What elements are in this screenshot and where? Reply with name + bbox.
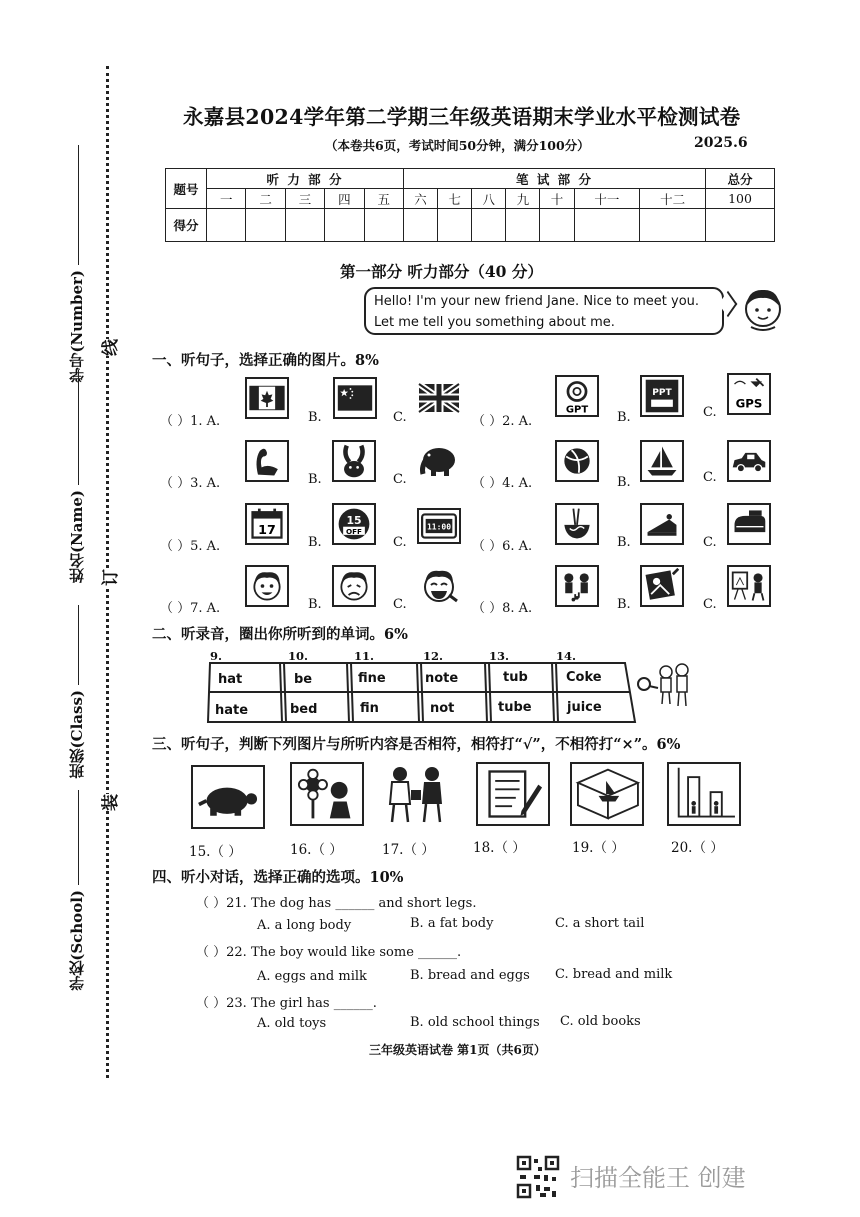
total-header: 总分 — [706, 169, 775, 189]
writing-header: 笔 试 部 分 — [404, 169, 706, 189]
q8-c-label: C. — [703, 597, 717, 612]
col-2: 二 — [246, 189, 285, 209]
q4-label: （ ）4. A. — [472, 476, 533, 491]
q7-c-label: C. — [393, 597, 407, 612]
q5-label: （ ）5. A. — [160, 539, 221, 554]
word-num-14: 14. — [556, 649, 577, 663]
name-field-line[interactable] — [78, 370, 79, 485]
score-cell[interactable] — [640, 209, 706, 242]
calendar-icon[interactable] — [245, 503, 289, 545]
school-label: 学校(School) — [68, 890, 86, 991]
section1-title: 一、听句子，选择正确的图片。8% — [152, 352, 379, 369]
score-cell[interactable] — [207, 209, 246, 242]
q4-c-label: C. — [703, 470, 717, 485]
word-be[interactable]: be — [294, 672, 313, 687]
word-num-9: 9. — [210, 649, 223, 663]
discount-off: OFF — [346, 526, 362, 536]
noodles-icon[interactable] — [555, 503, 599, 545]
canada-flag-icon[interactable] — [245, 377, 289, 419]
q22-option-c[interactable]: C. bread and milk — [555, 967, 673, 982]
ppt-file-icon[interactable] — [640, 375, 684, 417]
exam-subtitle: （本卷共6页，考试时间50分钟，满分100分） — [325, 138, 590, 153]
q5-c-label: C. — [393, 535, 407, 550]
q18-label: 18.（ ） — [473, 840, 526, 856]
score-cell[interactable] — [364, 209, 403, 242]
bubble-line-1: Hello! I'm your new friend Jane. Nice to meet you. — [374, 294, 700, 309]
car-icon[interactable] — [727, 440, 771, 482]
row-label-question: 题号 — [166, 169, 207, 209]
q22-stem: （ ）22. The boy would like some ______. — [196, 945, 462, 960]
col-5: 五 — [364, 189, 403, 209]
q2-b-label: B. — [617, 410, 631, 425]
score-cell[interactable] — [325, 209, 364, 242]
q21-stem: （ ）21. The dog has ______ and short legs. — [196, 896, 477, 911]
ppt-text: PPT — [652, 388, 672, 399]
q8-b-label: B. — [617, 597, 631, 612]
page-footer: 三年级英语试卷 第1页（共6页） — [369, 1043, 546, 1057]
q8-label: （ ）8. A. — [472, 601, 533, 616]
word-hate[interactable]: hate — [215, 703, 249, 718]
cut-mark-line: 线 — [96, 339, 121, 356]
score-cell[interactable] — [404, 209, 438, 242]
qr-code-icon — [516, 1155, 560, 1199]
col-4: 四 — [325, 189, 364, 209]
score-cell[interactable] — [472, 209, 506, 242]
kids-music-icon[interactable] — [555, 565, 599, 607]
col-7: 七 — [438, 189, 472, 209]
kids-gift-icon[interactable] — [380, 762, 454, 826]
number-field-line[interactable] — [78, 145, 79, 265]
name-label: 姓名(Name) — [68, 490, 86, 584]
word-not[interactable]: not — [430, 701, 455, 716]
kids-drawing-icon[interactable] — [727, 565, 771, 607]
q4-b-label: B. — [617, 475, 631, 490]
q7-b-label: B. — [308, 597, 322, 612]
cut-mark-order: 订 — [96, 569, 121, 586]
q6-c-label: C. — [703, 535, 717, 550]
digital-clock-icon[interactable] — [417, 508, 461, 544]
score-cell[interactable] — [574, 209, 640, 242]
q21-option-c[interactable]: C. a short tail — [555, 916, 645, 931]
word-num-12: 12. — [423, 649, 444, 663]
q1-label: （ ）1. A. — [160, 414, 221, 429]
word-num-10: 10. — [288, 649, 309, 663]
ball-icon[interactable] — [555, 440, 599, 482]
q1-c-label: C. — [393, 410, 407, 425]
word-fin[interactable]: fin — [360, 701, 379, 716]
word-tube[interactable]: tube — [498, 700, 532, 715]
q23-stem: （ ）23. The girl has ______. — [196, 996, 377, 1011]
q5-b-label: B. — [308, 535, 322, 550]
q6-b-label: B. — [617, 535, 631, 550]
q16-label: 16.（ ） — [290, 842, 343, 858]
col-11: 十一 — [574, 189, 640, 209]
col-8: 八 — [472, 189, 506, 209]
scanner-watermark: 扫描全能王 创建 — [570, 1164, 746, 1192]
bubble-line-2: Let me tell you something about me. — [374, 315, 615, 330]
girl-jane-icon — [738, 283, 788, 333]
q22-option-a[interactable]: A. eggs and milk — [257, 969, 367, 984]
kids-magnifier-icon — [636, 660, 698, 716]
word-fine[interactable]: fine — [358, 671, 386, 686]
score-cell[interactable] — [246, 209, 285, 242]
part1-title: 第一部分 听力部分（40 分） — [340, 262, 543, 281]
discount-badge-icon[interactable] — [332, 503, 376, 545]
q21-option-b[interactable]: B. a fat body — [410, 916, 494, 931]
laughing-boy-icon[interactable] — [417, 565, 461, 607]
q1-b-label: B. — [308, 410, 322, 425]
q22-option-b[interactable]: B. bread and eggs — [410, 968, 530, 983]
score-cell[interactable] — [438, 209, 472, 242]
word-hat[interactable]: hat — [218, 672, 243, 687]
q2-c-label: C. — [703, 405, 717, 420]
score-cell[interactable] — [285, 209, 324, 242]
total-score-cell[interactable] — [706, 209, 775, 242]
gps-satellite-icon[interactable] — [727, 373, 771, 415]
boat-in-box-icon[interactable] — [570, 762, 644, 826]
cake-slice-icon[interactable] — [640, 503, 684, 545]
clock-text: 11:00 — [426, 522, 452, 532]
gpt-text: GPT — [565, 404, 589, 415]
exam-title: 永嘉县2024学年第二学期三年级英语期末学业水平检测试卷 — [183, 105, 741, 129]
q23-option-b[interactable]: B. old school things — [410, 1015, 540, 1030]
word-note[interactable]: note — [425, 671, 459, 686]
col-3: 三 — [285, 189, 324, 209]
speech-bubble — [364, 287, 724, 335]
q23-option-a[interactable]: A. old toys — [257, 1016, 327, 1031]
word-tub[interactable]: tub — [503, 670, 528, 685]
calendar-text: 17 — [258, 521, 276, 537]
swan-icon[interactable] — [245, 440, 289, 482]
q2-label: （ ）2. A. — [472, 414, 533, 429]
col-12: 十二 — [640, 189, 706, 209]
china-flag-icon[interactable] — [333, 377, 377, 419]
q6-label: （ ）6. A. — [472, 539, 533, 554]
word-num-13: 13. — [489, 649, 510, 663]
q15-label: 15.（ ） — [189, 844, 242, 860]
total-value: 100 — [706, 189, 775, 209]
gps-text: GPS — [735, 396, 763, 411]
cut-mark-bind: 装 — [96, 794, 121, 811]
q3-b-label: B. — [308, 472, 322, 487]
q20-label: 20.（ ） — [671, 840, 724, 856]
uk-flag-icon[interactable] — [417, 377, 461, 419]
q17-label: 17.（ ） — [382, 842, 435, 858]
row-label-score: 得分 — [166, 209, 207, 242]
col-1: 一 — [207, 189, 246, 209]
word-bed[interactable]: bed — [290, 702, 318, 717]
listening-header: 听 力 部 分 — [207, 169, 404, 189]
q21-option-a[interactable]: A. a long body — [257, 918, 352, 933]
word-juice[interactable]: juice — [567, 700, 602, 715]
number-label: 学号(Number) — [68, 270, 86, 383]
bread-icon[interactable] — [727, 503, 771, 545]
section3-title: 三、听句子，判断下列图片与所听内容是否相符，相符打“√”，不相符打“×”。6% — [152, 736, 681, 753]
q3-c-label: C. — [393, 472, 407, 487]
turtle-icon[interactable] — [191, 765, 265, 829]
score-cell[interactable] — [540, 209, 574, 242]
class-field-line[interactable] — [78, 605, 79, 685]
boat-icon[interactable] — [640, 440, 684, 482]
q7-label: （ ）7. A. — [160, 601, 221, 616]
col-9: 九 — [506, 189, 540, 209]
q3-label: （ ）3. A. — [160, 476, 221, 491]
happy-boy-icon[interactable] — [245, 565, 289, 607]
section2-title: 二、听录音，圈出你所听到的单词。6% — [152, 626, 408, 643]
bar-chart-icon[interactable] — [667, 762, 741, 826]
word-num-11: 11. — [354, 649, 375, 663]
word-coke[interactable]: Coke — [566, 670, 602, 685]
school-field-line[interactable] — [78, 790, 79, 885]
class-label: 班级(Class) — [68, 690, 86, 779]
gpt-logo-icon[interactable] — [555, 375, 599, 417]
elephant-icon[interactable] — [417, 440, 461, 482]
col-6: 六 — [404, 189, 438, 209]
flower-girl-icon[interactable] — [290, 762, 364, 826]
score-cell[interactable] — [506, 209, 540, 242]
exam-date: 2025.6 — [694, 135, 748, 151]
notebook-pencil-icon[interactable] — [476, 762, 550, 826]
sad-boy-icon[interactable] — [332, 565, 376, 607]
section4-title: 四、听小对话，选择正确的选项。10% — [152, 869, 404, 886]
rabbit-icon[interactable] — [332, 440, 376, 482]
score-table — [165, 168, 775, 242]
q23-option-c[interactable]: C. old books — [560, 1014, 641, 1029]
q19-label: 19.（ ） — [572, 840, 625, 856]
col-10: 十 — [540, 189, 574, 209]
painting-icon[interactable] — [640, 565, 684, 607]
discount-number: 15 — [346, 514, 362, 527]
